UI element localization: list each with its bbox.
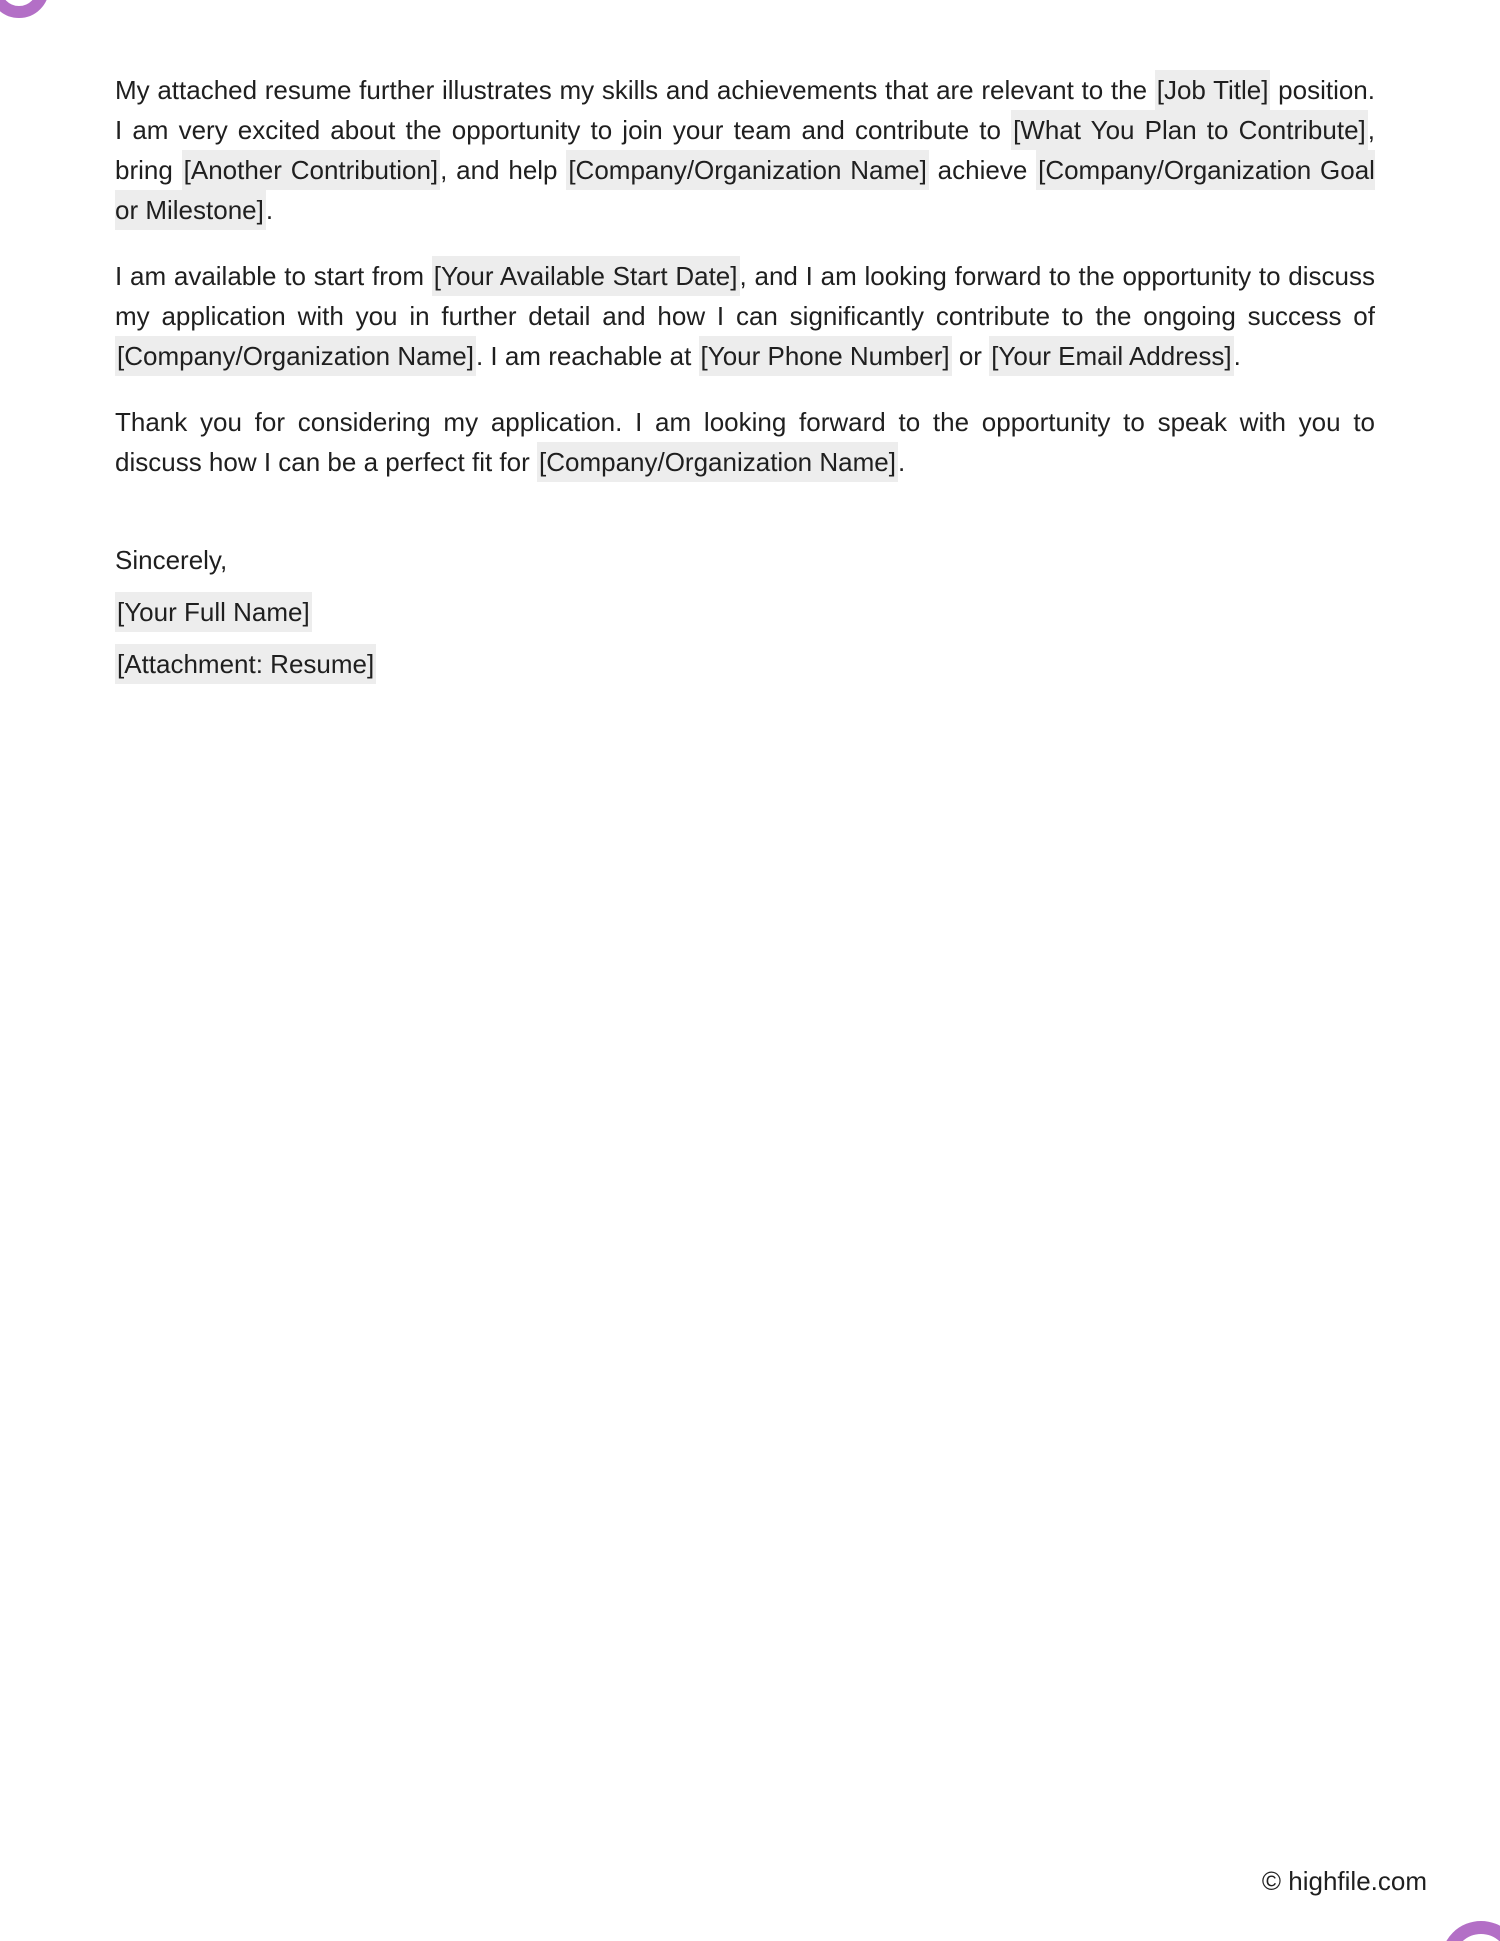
letter-text-run: . I am reachable at (475, 341, 699, 371)
letter-text-run: . (1233, 341, 1241, 371)
closing-line (115, 540, 1375, 580)
signature-name-line (115, 592, 1375, 632)
letter-text-run: . (897, 447, 906, 477)
letter-text-run: achieve (928, 155, 1037, 185)
decorative-ring-bottom-right-icon (1441, 1921, 1500, 1941)
letter-text-run: I am available to start from (115, 261, 432, 291)
decorative-ring-top-left-icon (0, 0, 49, 18)
letter-text-run: position. I am very excited about the opportunity to join your team and contribute to (115, 75, 1375, 145)
letter-paragraph-availability (115, 256, 1375, 376)
letter-body (115, 70, 1375, 696)
placeholder-highlight: [Company/Organization Goal or Milestone] (115, 150, 1375, 230)
placeholder-highlight: [Job Title] (1155, 70, 1271, 110)
letter-text-run: , and help (440, 155, 567, 185)
letter-text-run: . (265, 195, 274, 225)
placeholder-highlight: [Attachment: Resume] (115, 644, 376, 684)
placeholder-highlight: [Your Email Address] (989, 336, 1233, 376)
letter-text-run: or (951, 341, 990, 371)
placeholder-highlight: [Your Phone Number] (699, 336, 952, 376)
letter-text-run: , and I am looking forward to the opportunity to discuss my application with you in further detail and how I can significantly contribute to the ongoing success of (115, 261, 1375, 331)
placeholder-highlight: [Company/Organization Name] (115, 336, 476, 376)
placeholder-highlight: [What You Plan to Contribute] (1011, 110, 1368, 150)
placeholder-highlight: [Your Available Start Date] (432, 256, 740, 296)
letter-paragraph-resume (115, 70, 1375, 230)
placeholder-highlight: [Company/Organization Name] (566, 150, 929, 190)
placeholder-highlight: [Another Contribution] (182, 150, 441, 190)
placeholder-highlight: [Company/Organization Name] (537, 442, 898, 482)
placeholder-highlight: [Your Full Name] (115, 592, 312, 632)
footer-credit: © highfile.com (1261, 1866, 1427, 1896)
attachment-line (115, 644, 1375, 684)
letter-paragraph-thanks (115, 402, 1375, 482)
letter-text-run: My attached resume further illustrates my skills and achievements that are relevant to the (115, 75, 1155, 105)
letter-text-run: Thank you for considering my application. I am looking forward to the opportunity to speak with you to discuss how I can be a perfect fit for (115, 407, 1375, 477)
closing-text: Sincerely, (115, 545, 228, 575)
letter-text-run: , bring (115, 115, 1375, 185)
